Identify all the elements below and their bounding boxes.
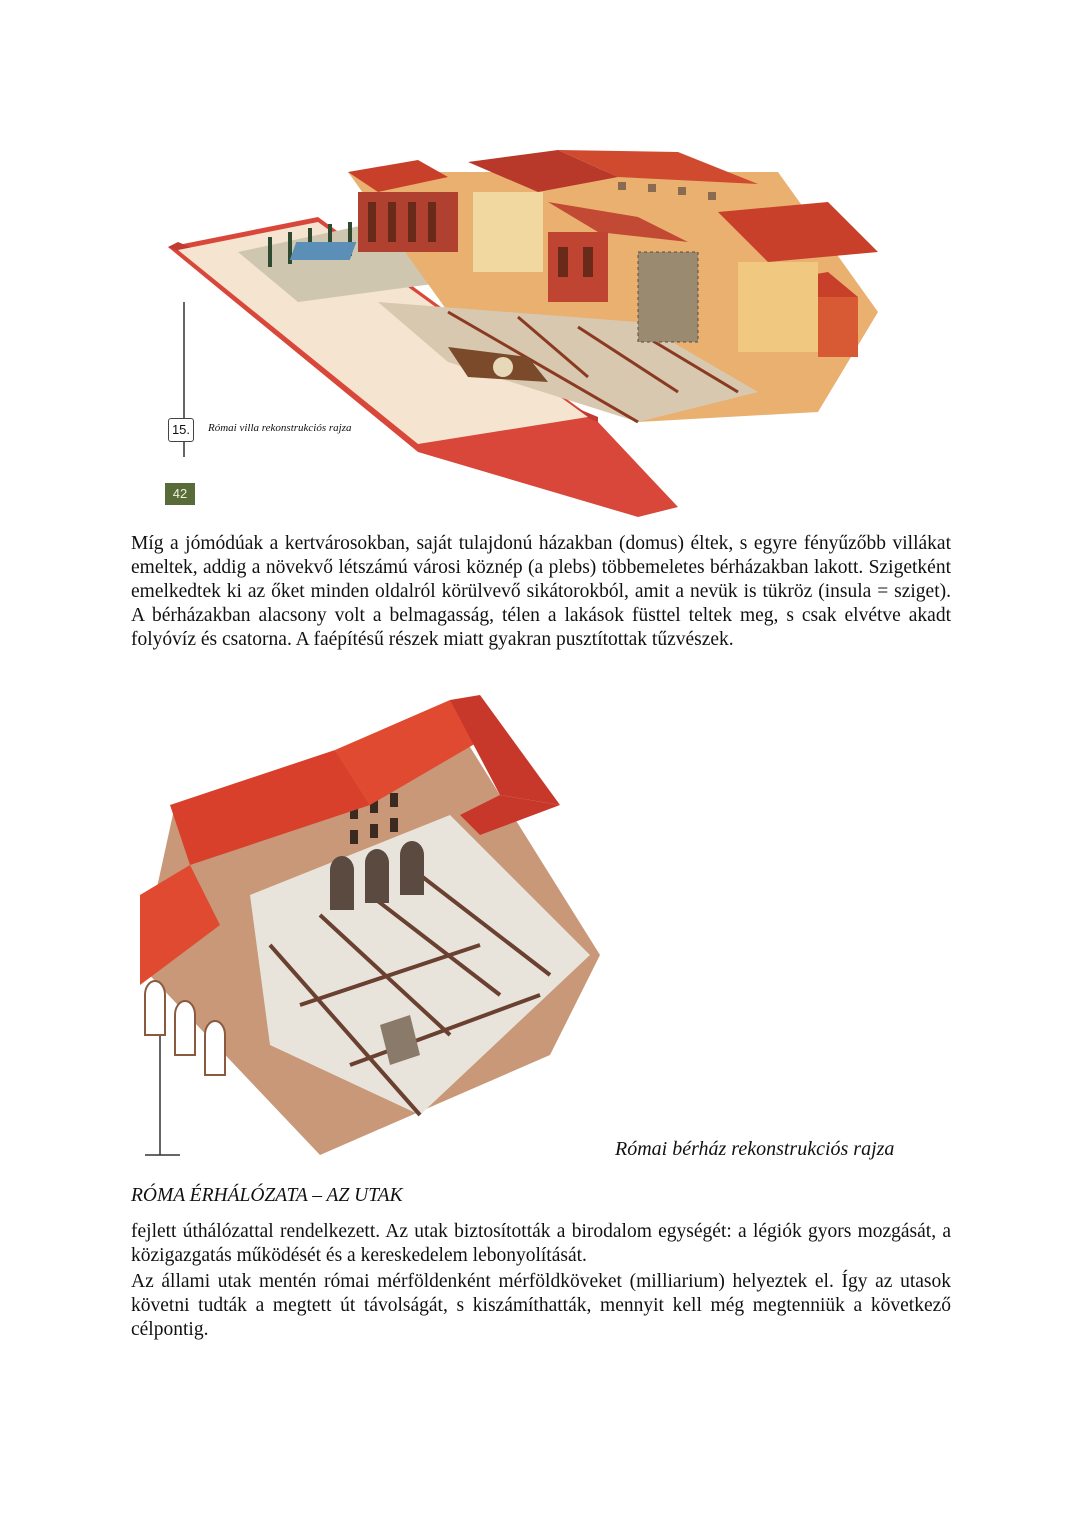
villa-caption: Római villa rekonstrukciós rajza — [208, 422, 352, 434]
roman-insula-illustration — [120, 695, 620, 1165]
figure-number: 15. — [168, 418, 194, 442]
paragraph-milestones: Az állami utak mentén római mérföldenként mérföldköveket (milliarium) helyeztek el. Így az utasok követni tudták a megtett út távolságát, s kiszámíthatták, mennyit kell még megtenniük a következő célpontig. — [131, 1271, 951, 1340]
section-heading: RÓMA ÉRHÁLÓZATA – AZ UTAK — [131, 1185, 403, 1206]
paragraph-roads: fejlett úthálózattal rendelkezett. Az utak biztosították a birodalom egységét: a légiók gyors mozgását, a közigazgatás működését és a kereskedelem lebonyolítását. — [131, 1221, 951, 1266]
paragraph-domus-insula: Míg a jómódúak a kertvárosokban, saját tulajdonú házakban (domus) éltek, s egyre fényűzőbb villákat emeltek, addig a növekvő létszámú városi köznép (a plebs) többemeletes bérházakban lakott. Szigetként emelkedtek ki az őket minden oldalról körülvevő sikátorokból, amit a nevük is tükröz (insula = sziget). A bérházakban alacsony volt a belmagasság, télen a lakások füsttel teltek meg, s csak elvétve akadt folyóvíz és csatorna. A faépítésű részek miatt gyakran pusztítottak tűzvészek. — [131, 533, 951, 650]
roman-villa-illustration — [118, 122, 898, 522]
page-number-badge: 42 — [165, 483, 195, 505]
insula-caption: Római bérház rekonstrukciós rajza — [615, 1138, 895, 1160]
